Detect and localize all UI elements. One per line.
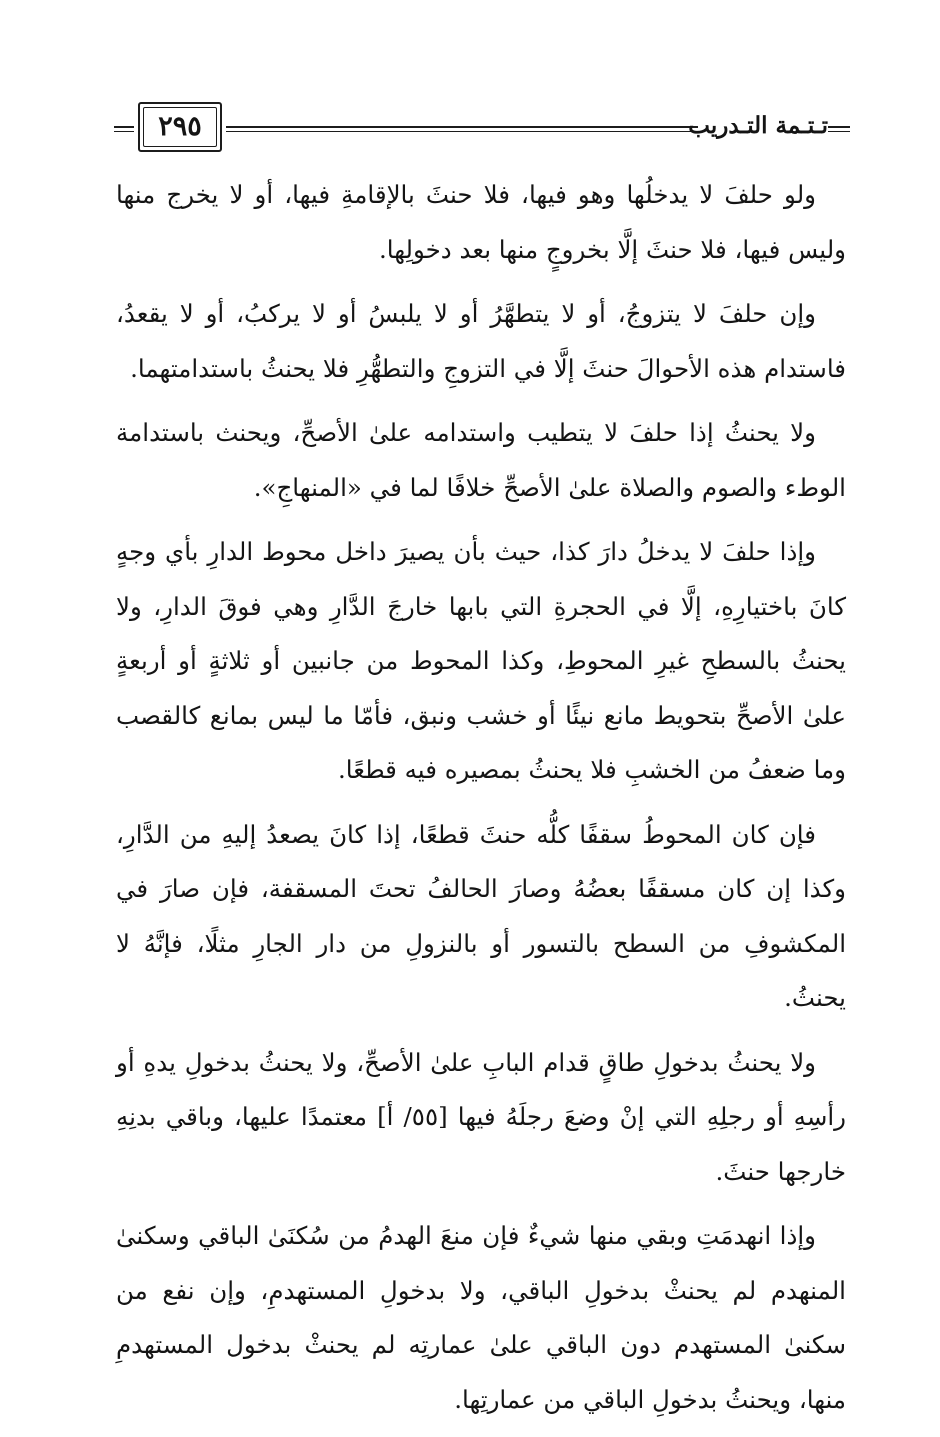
paragraph: فإن كان المحوطُ سقفًا كلُّه حنثَ قطعًا، إذا كانَ يصعدُ إليهِ من الدَّارِ، وكذا إن كان مسقفًا بعضُهُ وصارَ الحالفُ تحتَ المسقفة، فإن صارَ في المكشوفِ من السطح بالتسور أو بالنزولِ من دار الجارِ مثلًا، فإنَّهُ لا يحنثُ. (116, 819, 846, 1012)
paragraph: ولا يحنثُ إذا حلفَ لا يتطيب واستدامه علىٰ الأصحِّ، ويحنث باستدامة الوطء والصوم والصلاة علىٰ الأصحِّ خلافًا لما في «المنهاجِ». (116, 418, 846, 502)
paragraph: ولا يحنثُ بدخولِ طاقٍ قدام البابِ علىٰ الأصحِّ، ولا يحنثُ بدخولِ يدهِ أو رأسِهِ أو رجلِهِ التي إنْ وضعَ رجلَهُ فيها [٥٥/ أ] معتمدًا عليها، وباقي بدنِهِ خارجها حنثَ. (116, 1047, 846, 1186)
page-header (114, 100, 850, 160)
body-text (116, 168, 846, 1437)
page-number: ٢٩٥ (158, 111, 202, 142)
page-number-frame (138, 102, 222, 152)
header-rule-left (114, 126, 134, 132)
running-title: تـتـمة التـدريب (688, 112, 828, 139)
paragraph: وإذا حلفَ لا يدخلُ دارَ كذا، حيث بأن يصيرَ داخل محوط الدارِ بأي وجهٍ كانَ باختيارِهِ، إلَّا في الحجرةِ التي بابها خارجَ الدَّارِ وهي فوقَ الدارِ، ولا يحنثُ بالسطحِ غيرِ المحوطِ، وكذا المحوط من جانبين أو ثلاثةٍ أو أربعةٍ علىٰ الأصحِّ بتحويط مانع نيئًا أو خشب ونبق، فأمّا ما ليس بمانع كالقصب وما ضعفُ من الخشبِ فلا يحنثُ بمصيره فيه قطعًا. (116, 537, 846, 784)
paragraph: وإذا انهدمَتِ وبقي منها شيءٌ فإن منعَ الهدمُ من سُكنَىٰ الباقي وسكنىٰ المنهدم لم يحنثْ بدخولِ الباقي، ولا بدخولِ المستهدمِ، وإن نفع من سكنىٰ المستهدم دون الباقي علىٰ عمارتِه لم يحنثْ بدخول المستهدمِ منها، ويحنثُ بدخولِ الباقي من عمارتِها. (116, 1221, 846, 1414)
header-rule-right (828, 126, 850, 132)
header-rule-middle (226, 126, 698, 132)
paragraph: ولو حلفَ لا يدخلُها وهو فيها، فلا حنثَ بالإقامةِ فيها، أو لا يخرج منها وليس فيها، فلا حنثَ إلَّا بخروجٍ منها بعد دخولِها. (116, 180, 846, 264)
paragraph: وإن حلفَ لا يتزوجُ، أو لا يتطهَّرُ أو لا يلبسُ أو لا يركبُ، أو لا يقعدُ، فاستدام هذه الأحوالَ حنثَ إلَّا في التزوجِ والتطهُّرِ فلا يحنثُ باستدامتهما. (116, 299, 846, 383)
